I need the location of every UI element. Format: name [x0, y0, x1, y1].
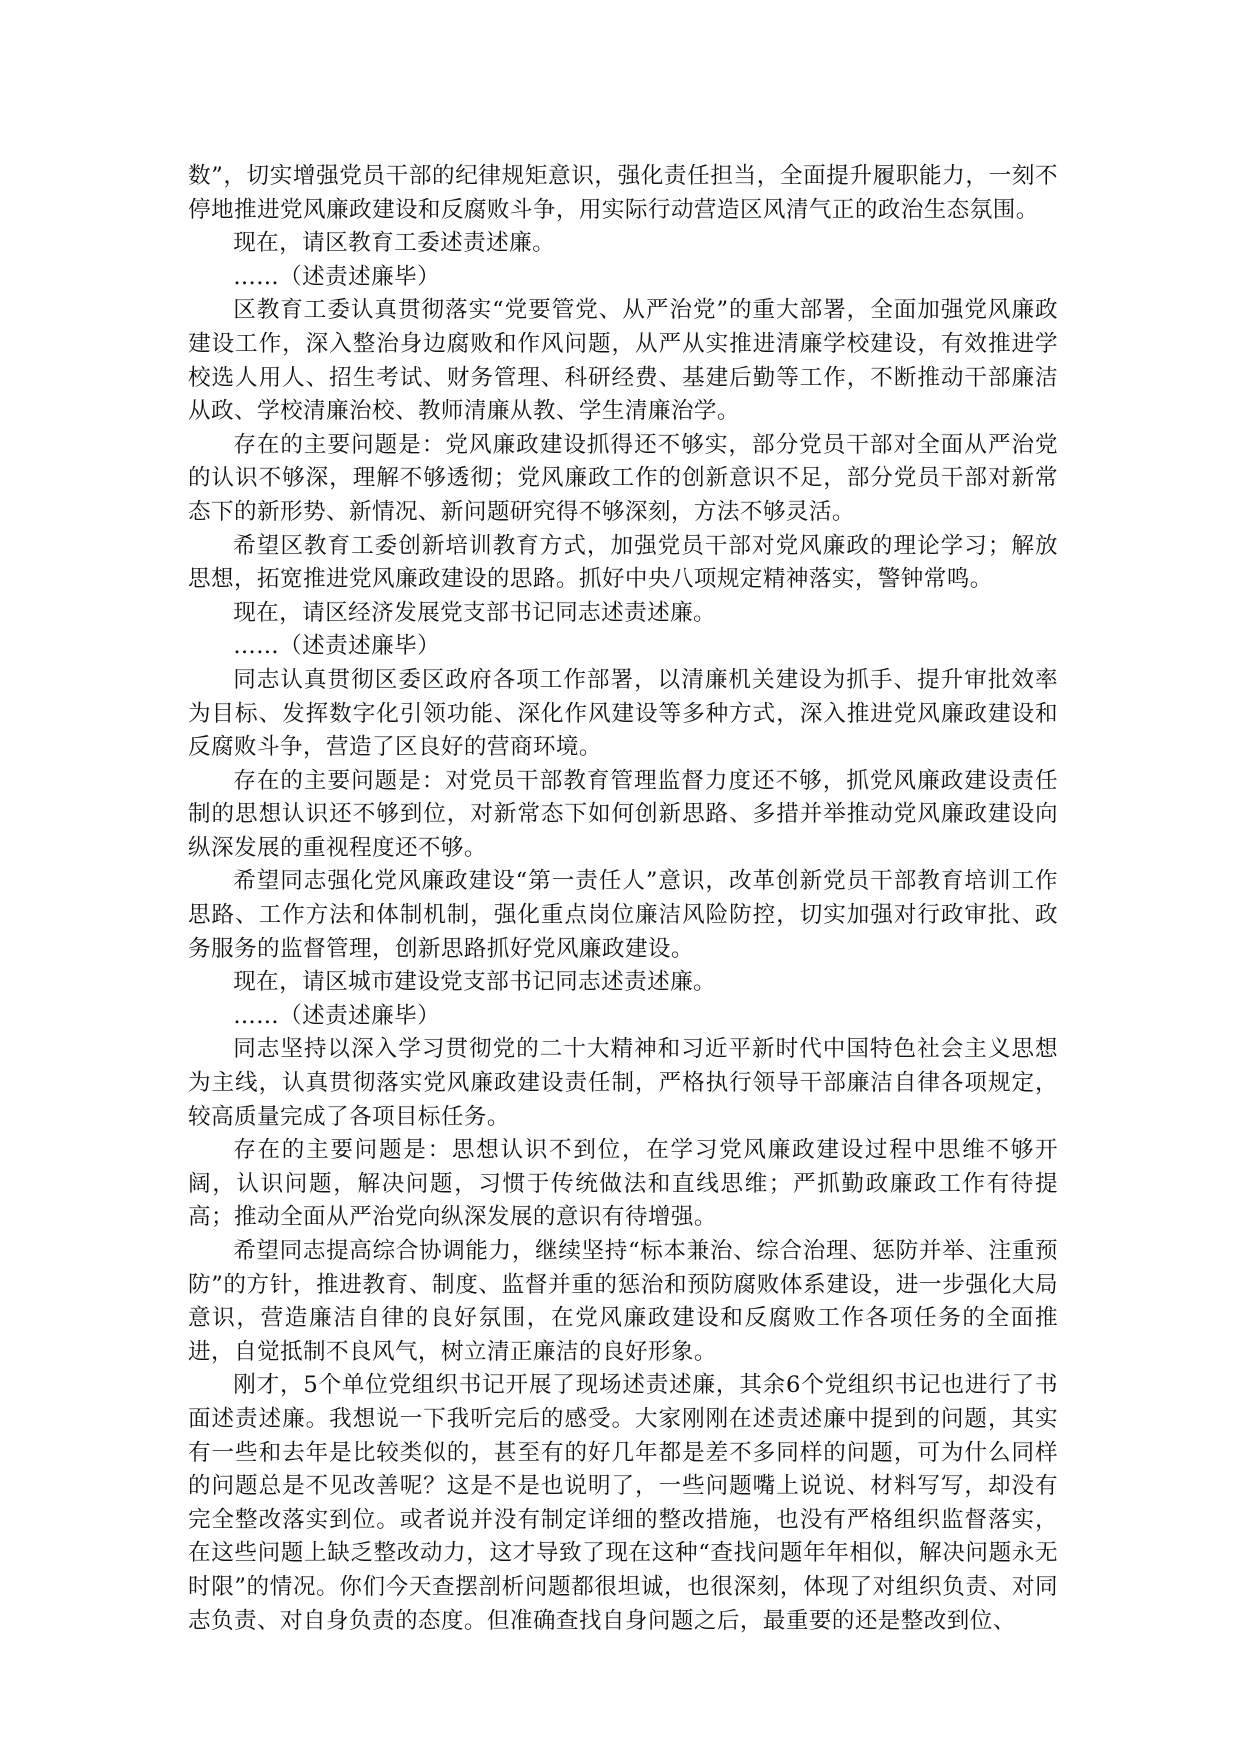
paragraph-education-problems: 存在的主要问题是：党风廉政建设抓得还不够实，部分党员干部对全面从严治党的认识不够深，理解不够透彻；党风廉政工作的创新意识不足，部分党员干部对新常态下的新形势、新情况、新问题研究得不够深刻，方法不够灵活。 [188, 431, 1058, 525]
paragraph-education-hopes: 希望区教育工委创新培训教育方式，加强党员干部对党风廉政的理论学习；解放思想，拓宽推进党风廉政建设的思路。抓好中央八项规定精神落实，警钟常鸣。 [188, 532, 1058, 593]
paragraph-economy-summary: 同志认真贯彻区委区政府各项工作部署，以清廉机关建设为抓手、提升审批效率为目标、发挥数字化引领功能、深化作风建设等多种方式，深入推进党风廉政建设和反腐败斗争，营造了区良好的营商环境。 [188, 666, 1058, 761]
paragraph-invite-urban: 现在，请区城市建设党支部书记同志述责述廉。 [233, 969, 717, 996]
paragraph-report-finished: ……（述责述廉毕） [233, 633, 441, 660]
paragraph-urban-hopes: 希望同志提高综合协调能力，继续坚持“标本兼治、综合治理、惩防并举、注重预防”的方针，推进教育、制度、监督并重的惩治和预防腐败体系建设，进一步强化大局意识，营造廉洁自律的良好氛围，在党风廉政建设和反腐败工作各项任务的全面推进，自觉抵制不良风气，树立清正廉洁的良好形象。 [188, 1238, 1058, 1365]
paragraph-overall-comments: 刚才，5个单位党组织书记开展了现场述责述廉，其余6个党组织书记也进行了书面述责述廉。我想说一下我听完后的感受。大家刚刚在述责述廉中提到的问题，其实有一些和去年是比较类似的，甚至有的好几年都是差不多同样的问题，可为什么同样的问题总是不见改善呢？这是不是也说明了，一些问题嘴上说说、材料写写，却没有完全整改落实到位。或者说并没有制定详细的整改措施，也没有严格组织监督落实，在这些问题上缺乏整改动力，这才导致了现在这种“查找问题年年相似，解决问题永无时限”的情况。你们今天查摆剖析问题都很坦诚，也很深刻，体现了对组织负责、对同志负责、对自身负责的态度。但准确查找自身问题之后，最重要的还是整改到位、 [188, 1372, 1058, 1634]
paragraph-invite-education: 现在，请区教育工委述责述廉。 [233, 230, 556, 257]
paragraph-urban-summary: 同志坚持以深入学习贯彻党的二十大精神和习近平新时代中国特色社会主义思想为主线，认真贯彻落实党风廉政建设责任制，严格执行领导干部廉洁自律各项规定，较高质量完成了各项目标任务。 [188, 1036, 1058, 1130]
paragraph-invite-economy: 现在，请区经济发展党支部书记同志述责述廉。 [233, 599, 717, 626]
paragraph-report-finished: ……（述责述廉毕） [233, 263, 441, 290]
document-body [188, 160, 1058, 1638]
paragraph-report-finished: ……（述责述廉毕） [233, 1002, 441, 1029]
paragraph-economy-hopes: 希望同志强化党风廉政建设“第一责任人”意识，改革创新党员干部教育培训工作思路、工作方法和体制机制，强化重点岗位廉洁风险防控，切实加强对行政审批、政务服务的监督管理，创新思路抓好党风廉政建设。 [188, 868, 1058, 962]
paragraph-education-summary: 区教育工委认真贯彻落实“党要管党、从严治党”的重大部署，全面加强党风廉政建设工作，深入整治身边腐败和作风问题，从严从实推进清廉学校建设，有效推进学校选人用人、招生考试、财务管理、科研经费、基建后勤等工作，不断推动干部廉洁从政、学校清廉治校、教师清廉从教、学生清廉治学。 [188, 297, 1058, 425]
paragraph-economy-problems: 存在的主要问题是：对党员干部教育管理监督力度还不够，抓党风廉政建设责任制的思想认识还不够到位，对新常态下如何创新思路、多措并举推动党风廉政建设向纵深发展的重视程度还不够。 [188, 767, 1058, 861]
paragraph-urban-problems: 存在的主要问题是：思想认识不到位，在学习党风廉政建设过程中思维不够开阔，认识问题，解决问题，习惯于传统做法和直线思维；严抓勤政廉政工作有待提高；推动全面从严治党向纵深发展的意识有待增强。 [188, 1137, 1058, 1231]
paragraph-continuation: 数”，切实增强党员干部的纪律规矩意识，强化责任担当，全面提升履职能力，一刻不停地推进党风廉政建设和反腐败斗争，用实际行动营造区风清气正的政治生态氛围。 [188, 163, 1058, 223]
